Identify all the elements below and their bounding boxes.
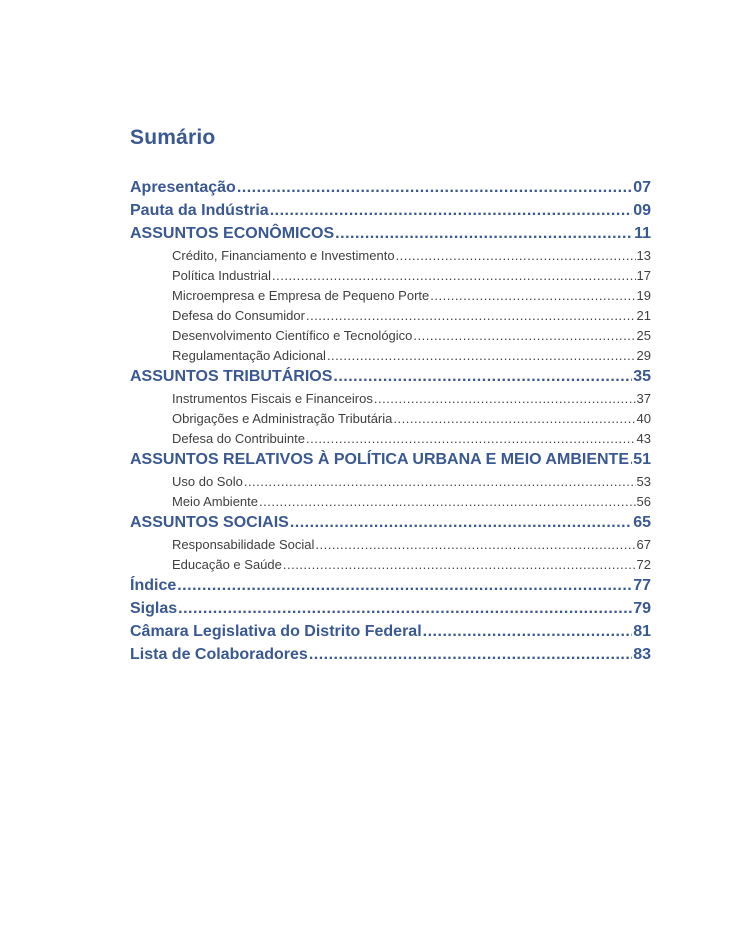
dot-leader [306, 431, 636, 446]
toc-section-entry[interactable] [130, 600, 651, 623]
toc-entry-page-number: 07 [633, 179, 651, 196]
dot-leader [630, 451, 632, 469]
toc-entry-label: Defesa do Consumidor [172, 308, 305, 323]
toc-entry-page-number: 43 [636, 431, 651, 446]
toc-entry-label: Educação e Saúde [172, 557, 282, 572]
toc-section-entry[interactable] [130, 202, 651, 225]
toc-entry-page-number: 53 [636, 474, 651, 489]
toc-subsection-entry[interactable] [172, 537, 651, 557]
toc-entry-label: ASSUNTOS RELATIVOS À POLÍTICA URBANA E MEIO AMBIENTE [130, 451, 629, 468]
dot-leader [290, 514, 632, 532]
dot-leader [283, 557, 636, 572]
toc-section-entry[interactable] [130, 577, 651, 600]
toc-entry-label: Câmara Legislativa do Distrito Federal [130, 623, 422, 640]
dot-leader [430, 288, 635, 303]
toc-entry-page-number: 13 [636, 248, 651, 263]
toc-entry-page-number: 37 [636, 391, 651, 406]
toc-entry-page-number: 25 [636, 328, 651, 343]
table-of-contents [130, 179, 651, 669]
toc-section-entry[interactable] [130, 646, 651, 669]
toc-entry-page-number: 72 [636, 557, 651, 572]
toc-entry-page-number: 65 [633, 514, 651, 531]
toc-entry-label: Desenvolvimento Científico e Tecnológico [172, 328, 413, 343]
toc-entry-page-number: 51 [633, 451, 651, 468]
toc-entry-label: Uso do Solo [172, 474, 243, 489]
dot-leader [306, 308, 636, 323]
toc-subsection-entry[interactable] [172, 348, 651, 368]
toc-subsection-entry[interactable] [172, 391, 651, 411]
dot-leader [309, 646, 632, 664]
toc-entry-page-number: 77 [633, 577, 651, 594]
toc-subsection-entry[interactable] [172, 328, 651, 348]
toc-entry-label: Meio Ambiente [172, 494, 258, 509]
toc-subsection-entry[interactable] [172, 557, 651, 577]
toc-subsection-entry[interactable] [172, 474, 651, 494]
dot-leader [237, 179, 632, 197]
toc-entry-page-number: 11 [634, 225, 651, 242]
dot-leader [270, 202, 633, 220]
dot-leader [244, 474, 636, 489]
toc-entry-page-number: 21 [636, 308, 651, 323]
toc-entry-page-number: 67 [636, 537, 651, 552]
toc-entry-label: Política Industrial [172, 268, 271, 283]
toc-entry-page-number: 17 [636, 268, 651, 283]
toc-subsection-entry[interactable] [172, 411, 651, 431]
toc-section-entry[interactable] [130, 451, 651, 474]
toc-section-entry[interactable] [130, 514, 651, 537]
dot-leader [315, 537, 635, 552]
dot-leader [413, 328, 635, 343]
dot-leader [333, 368, 632, 386]
toc-entry-label: Crédito, Financiamento e Investimento [172, 248, 395, 263]
toc-entry-label: Pauta da Indústria [130, 202, 269, 219]
toc-entry-label: Regulamentação Adicional [172, 348, 326, 363]
toc-entry-page-number: 83 [633, 646, 651, 663]
dot-leader [335, 225, 633, 243]
toc-section-entry[interactable] [130, 225, 651, 248]
dot-leader [178, 600, 632, 618]
toc-entry-page-number: 09 [633, 202, 651, 219]
toc-entry-page-number: 81 [633, 623, 651, 640]
dot-leader [374, 391, 636, 406]
toc-subsection-entry[interactable] [172, 494, 651, 514]
toc-section-entry[interactable] [130, 623, 651, 646]
toc-entry-page-number: 79 [633, 600, 651, 617]
toc-section-entry[interactable] [130, 368, 651, 391]
page-title: Sumário [130, 126, 216, 149]
toc-subsection-entry[interactable] [172, 431, 651, 451]
toc-entry-label: Obrigações e Administração Tributária [172, 411, 393, 426]
toc-subsection-entry[interactable] [172, 268, 651, 288]
toc-subsection-entry[interactable] [172, 288, 651, 308]
toc-entry-label: ASSUNTOS TRIBUTÁRIOS [130, 368, 333, 385]
toc-entry-page-number: 56 [636, 494, 651, 509]
toc-entry-label: Apresentação [130, 179, 236, 196]
toc-section-entry[interactable] [130, 179, 651, 202]
dot-leader [396, 248, 636, 263]
toc-entry-page-number: 35 [633, 368, 651, 385]
toc-entry-page-number: 29 [636, 348, 651, 363]
toc-entry-label: Lista de Colaboradores [130, 646, 308, 663]
toc-entry-page-number: 19 [636, 288, 651, 303]
toc-entry-label: Microempresa e Empresa de Pequeno Porte [172, 288, 430, 303]
toc-subsection-entry[interactable] [172, 248, 651, 268]
toc-entry-label: ASSUNTOS ECONÔMICOS [130, 225, 335, 242]
dot-leader [393, 411, 635, 426]
toc-entry-label: Siglas [130, 600, 178, 617]
dot-leader [177, 577, 632, 595]
toc-entry-label: Instrumentos Fiscais e Financeiros [172, 391, 373, 406]
toc-entry-label: ASSUNTOS SOCIAIS [130, 514, 289, 531]
toc-entry-label: Responsabilidade Social [172, 537, 315, 552]
toc-entry-label: Defesa do Contribuinte [172, 431, 305, 446]
toc-subsection-entry[interactable] [172, 308, 651, 328]
toc-entry-label: Índice [130, 577, 177, 594]
dot-leader [327, 348, 636, 363]
dot-leader [423, 623, 633, 641]
dot-leader [272, 268, 636, 283]
dot-leader [259, 494, 636, 509]
toc-entry-page-number: 40 [636, 411, 651, 426]
